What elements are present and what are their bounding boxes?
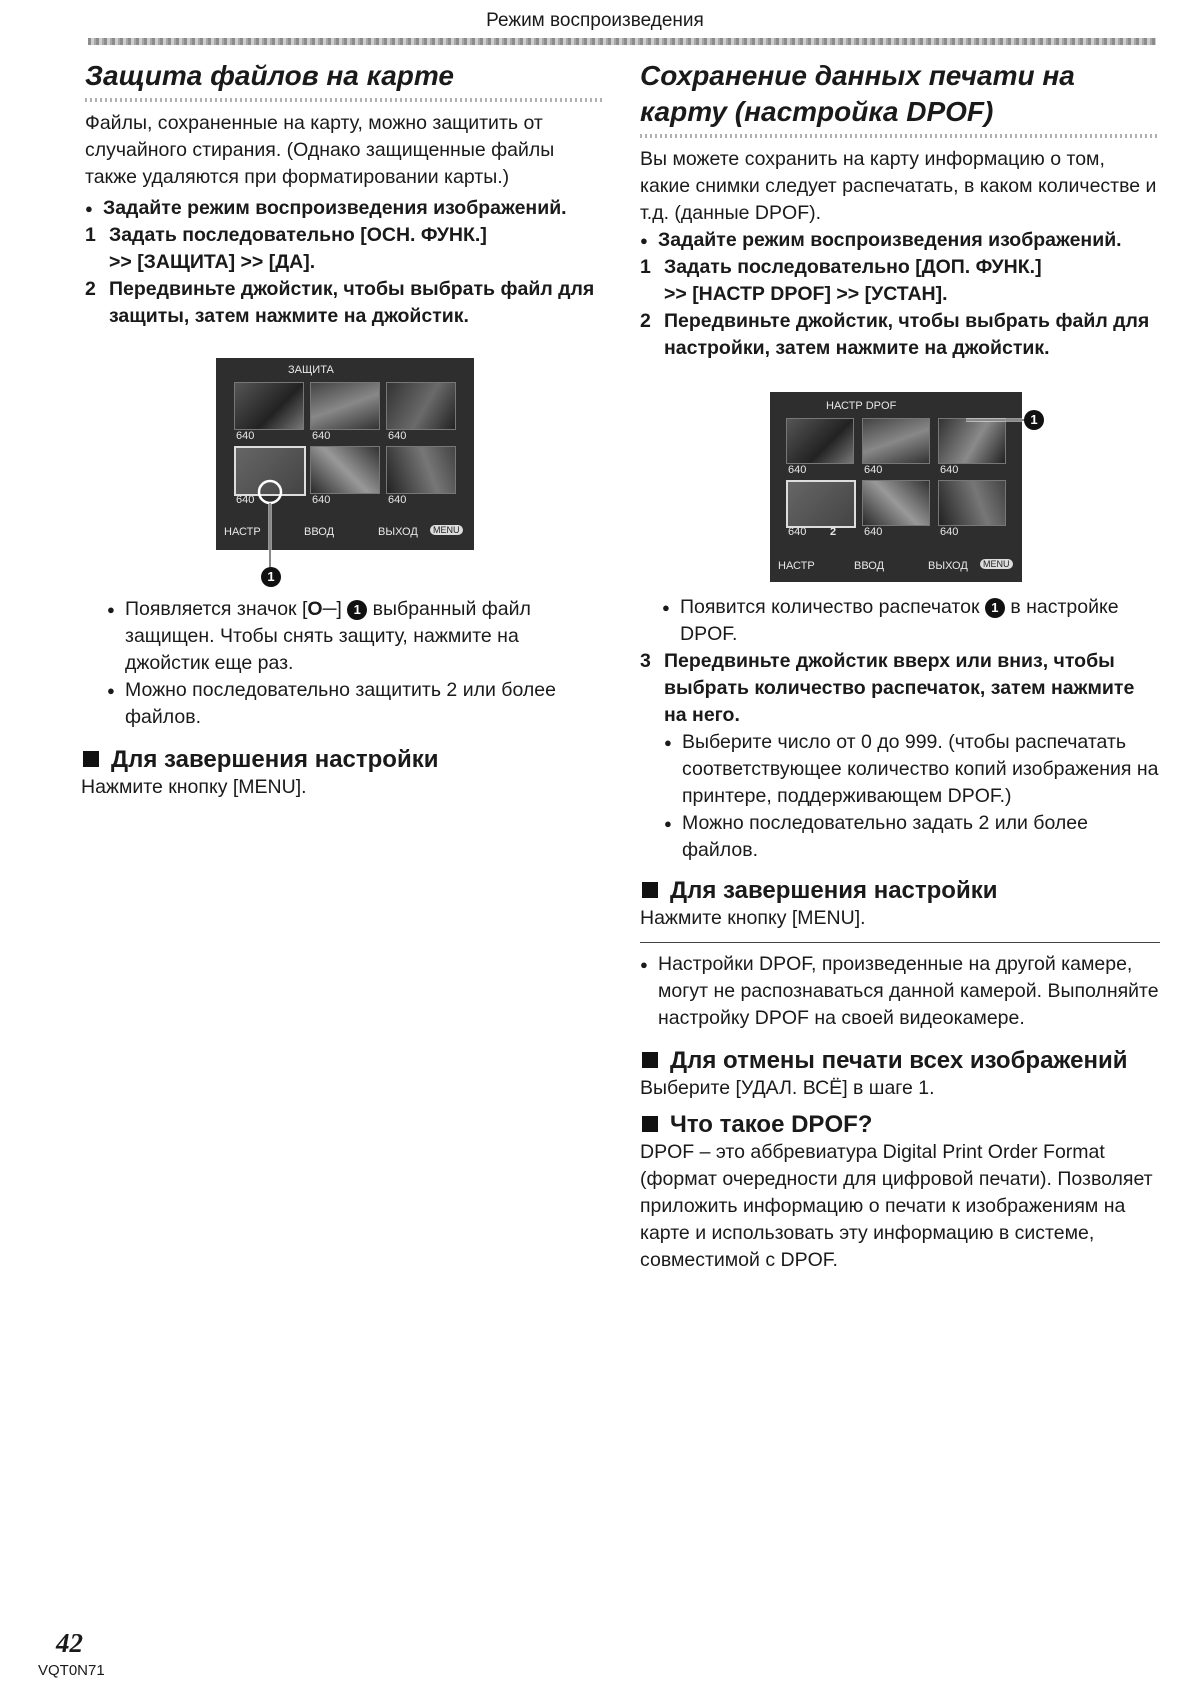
screen-label: 640 [940,526,959,538]
screen-label: 640 [236,430,255,442]
right-prereq: ● Задайте режим воспроизведения изображений. [640,227,1160,254]
screen-title: НАСТР DPOF [826,400,897,412]
print-count-label: 2 [830,526,837,538]
step-text: Передвиньте джойстик вверх или вниз, чтобы выбрать количество распечаток, затем нажмите на него. [664,650,1135,726]
screen-bottom-label: ВВОД [854,560,885,572]
right-note-1 [662,594,1160,648]
dpof-screen-image [770,392,1038,582]
note-text: Появится количество распечаток [680,596,980,618]
screen-bottom-label: НАСТР [224,526,261,538]
protect-screen-image [216,358,474,584]
note-text: ] [336,598,342,620]
left-step-1 [85,222,605,276]
step-number: 1 [85,224,96,246]
menu-badge: MENU [980,559,1013,569]
screen-label: 640 [864,526,883,538]
left-note-1 [107,596,605,677]
step-text: Передвиньте джойстик, чтобы выбрать файл для защиты, затем нажмите на джойстик. [109,278,595,327]
page-header: Режим воспроизведения [486,10,704,31]
note-text: Появляется значок [ [125,598,308,620]
thumbnail [310,446,380,494]
right-title: Сохранение данных печати на карту (настройка DPOF) [640,60,1075,127]
cancel-heading: Для отмены печати всех изображений [640,1046,1160,1075]
thumbnail [938,480,1006,526]
right-end-heading: Для завершения настройки [640,876,1160,905]
callout-marker: 1 [1024,410,1044,430]
right-note-2: ● Выберите число от 0 до 999. (чтобы распечатать соответствующее количество копий изображения на принтере, поддерживающем DPOF.) [664,729,1160,810]
screen-bottom-label: ВЫХОД [928,560,968,572]
right-title-rule [640,134,1160,138]
left-title: Защита файлов на карте [85,60,454,91]
menu-badge: MENU [430,525,463,535]
left-end-heading: Для завершения настройки [81,745,605,774]
step-number: 2 [640,310,651,332]
screen-label: 640 [940,464,959,476]
step-number: 1 [640,256,651,278]
screen-bottom-label: ВВОД [304,526,335,538]
left-intro: Файлы, сохраненные на карту, можно защитить от случайного стирания. (Однако защищенные файлы также удаляются при форматировании карты.) [85,112,555,188]
thumbnail [386,446,456,494]
dpof-callout-line [966,410,1026,430]
header-rule [88,38,1156,45]
thumbnail [862,418,930,464]
note-text: в настройке DPOF. [680,596,1119,645]
what-is-dpof-heading: Что такое DPOF? [640,1110,1160,1139]
left-end-text: Нажмите кнопку [MENU]. [81,776,307,798]
right-intro: Вы можете сохранить на карту информацию о том, какие снимки следует распечатать, в каком количестве и т.д. (данные DPOF). [640,148,1157,224]
thumbnail [386,382,456,430]
screen-label: 640 [388,430,407,442]
right-note-4: ● Настройки DPOF, произведенные на другой камере, могут не распознаваться данной камерой. Выполняйте настройку DPOF на своей видеокамере. [640,951,1160,1032]
right-step-3 [640,648,1160,729]
screen-label: 640 [788,464,807,476]
left-title-rule [85,98,605,102]
callout-marker: 1 [985,598,1005,618]
left-step-2 [85,276,605,330]
step-text-cont: >> [ЗАЩИТА] >> [ДА]. [109,251,316,273]
left-note-2: ● Можно последовательно защитить 2 или более файлов. [107,677,605,731]
screen-label: 640 [312,494,331,506]
screen-label: 640 [788,526,807,538]
screen-title: ЗАЩИТА [288,364,334,376]
page-number: 42 [56,1628,83,1658]
screen-bottom-label: ВЫХОД [378,526,418,538]
right-column [640,58,1160,1274]
screen-label: 640 [236,494,255,506]
step-number: 2 [85,278,96,300]
thumbnail [234,382,304,430]
step-text-cont: >> [НАСТР DPOF] >> [УСТАН]. [664,283,948,305]
right-step-1 [640,254,1160,308]
screen-label: 640 [388,494,407,506]
step-text: Задать последовательно [ОСН. ФУНК.] [109,224,487,246]
left-column [81,58,605,801]
left-prereq: ● Задайте режим воспроизведения изображений. [85,195,605,222]
section-divider [640,942,1160,943]
thumbnail-selected [786,480,856,528]
note-text: выбранный файл защищен. Чтобы снять защиту, нажмите на джойстик еще раз. [125,598,531,674]
screen-bottom-label: НАСТР [778,560,815,572]
thumbnail [310,382,380,430]
screen-label: 640 [312,430,331,442]
cancel-text: Выберите [УДАЛ. ВСЁ] в шаге 1. [640,1077,935,1099]
step-text: Передвиньте джойстик, чтобы выбрать файл для настройки, затем нажмите на джойстик. [664,310,1150,359]
step-text: Задать последовательно [ДОП. ФУНК.] [664,256,1042,278]
thumbnail [786,418,854,464]
screen-label: 640 [864,464,883,476]
right-step-2 [640,308,1160,362]
right-note-3: ● Можно последовательно задать 2 или более файлов. [664,810,1160,864]
model-code: VQT0N71 [38,1662,105,1679]
right-end-text: Нажмите кнопку [MENU]. [640,907,866,929]
step-number: 3 [640,650,651,672]
callout-marker: 1 [347,600,367,620]
key-icon: O─ [307,598,337,620]
callout-marker: 1 [261,567,281,587]
thumbnail [862,480,930,526]
what-is-dpof-text: DPOF – это аббревиатура Digital Print Order Format (формат очередности для цифровой печати). Позволяет приложить информацию о печати к изображениям на карте и использовать эту информацию в системе, совместимой с DPOF. [640,1141,1153,1271]
